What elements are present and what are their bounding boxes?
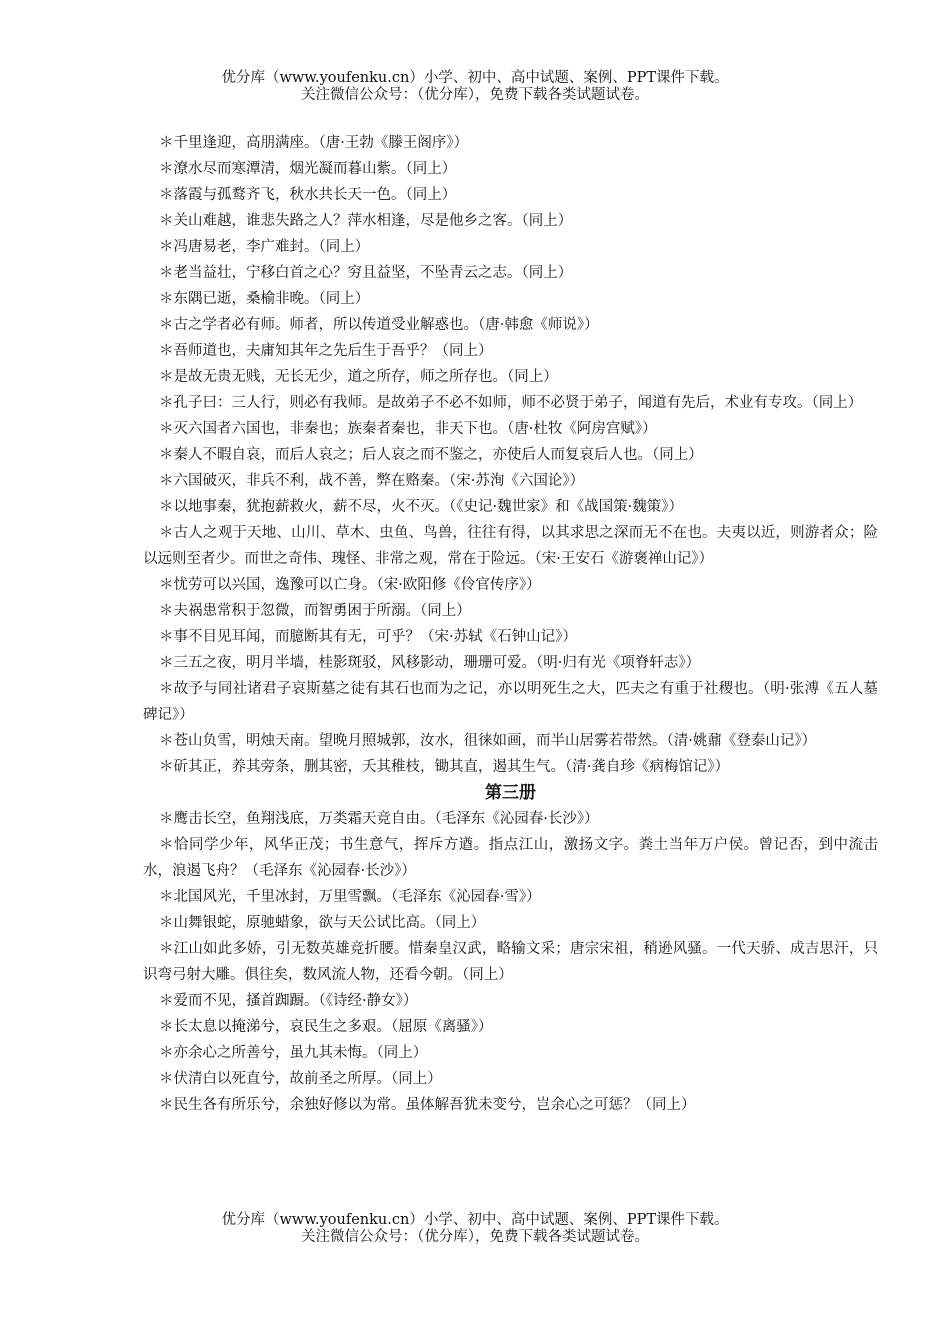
header-line-2: 关注微信公众号：（优分库），免费下载各类试题试卷。 — [301, 87, 649, 103]
quote-entry: ＊长太息以掩涕兮，哀民生之多艰。（屈原《离骚》） — [159, 1019, 493, 1035]
document-body — [143, 130, 878, 1118]
quote-entry: ＊潦水尽而寒潭清，烟光凝而暮山紫。（同上） — [159, 161, 457, 177]
quote-entry: ＊老当益壮，宁移白首之心？穷且益坚，不坠青云之志。（同上） — [159, 265, 573, 281]
section-title: 第三册 — [485, 783, 536, 803]
quote-entry: ＊冯唐易老，李广难封。（同上） — [159, 239, 370, 255]
quote-entry: ＊灭六国者六国也，非秦也；族秦者秦也，非天下也。（唐·杜牧《阿房宫赋》） — [159, 421, 657, 437]
quote-entry: ＊千里逢迎，高朋满座。（唐·王勃《滕王阁序》） — [159, 135, 469, 151]
quote-entry: ＊落霞与孤鹜齐飞，秋水共长天一色。（同上） — [159, 187, 457, 203]
quote-entry: ＊古之学者必有师。师者，所以传道受业解惑也。（唐·韩愈《师说》） — [159, 317, 599, 333]
page-footer — [0, 1212, 950, 1246]
quote-entry: ＊以地事秦，犹抱薪救火，薪不尽，火不灭。（《史记·魏世家》和《战国策·魏策》） — [159, 499, 683, 515]
quote-entry: ＊伏清白以死直兮，故前圣之所厚。（同上） — [159, 1071, 442, 1087]
quote-entry: ＊三五之夜，明月半墙，桂影斑驳，风移影动，珊珊可爱。（明·归有光《项脊轩志》） — [159, 655, 701, 671]
quote-entry: ＊事不目见耳闻，而臆断其有无，可乎？（宋·苏轼《石钟山记》） — [159, 629, 577, 645]
quote-entry: ＊山舞银蛇，原驰蜡象，欲与天公试比高。（同上） — [159, 915, 486, 931]
quote-list-part1 — [143, 130, 878, 780]
quote-entry: ＊恰同学少年，风华正茂；书生意气，挥斥方遒。指点江山，激扬文字。粪土当年万户侯。曾记否，到中流击水，浪遏飞舟？（毛泽东《沁园春·长沙》） — [143, 837, 878, 879]
quote-entry: ＊是故无贵无贱，无长无少，道之所存，师之所存也。（同上） — [159, 369, 558, 385]
header-line-1: 优分库（www.youfenku.cn）小学、初中、高中试题、案例、PPT课件下载。 — [221, 70, 729, 86]
quote-entry: ＊亦余心之所善兮，虽九其未悔。（同上） — [159, 1045, 428, 1061]
quote-entry: ＊东隅已逝，桑榆非晚。（同上） — [159, 291, 370, 307]
quote-entry: ＊北国风光，千里冰封，万里雪飘。（毛泽东《沁园春·雪》） — [159, 889, 541, 905]
quote-entry: ＊民生各有所乐兮，余独好修以为常。虽体解吾犹未变兮，岂余心之可惩？（同上） — [159, 1097, 696, 1113]
quote-entry: ＊秦人不暇自哀，而后人哀之；后人哀之而不鉴之，亦使后人而复哀后人也。（同上） — [159, 447, 703, 463]
quote-entry: ＊故予与同社诸君子哀斯墓之徒有其石也而为之记，亦以明死生之大，匹夫之有重于社稷也。（明·张溥《五人墓碑记》） — [143, 681, 878, 723]
quote-entry: ＊忧劳可以兴国，逸豫可以亡身。（宋·欧阳修《伶官传序》） — [159, 577, 541, 593]
quote-entry: ＊江山如此多娇，引无数英雄竞折腰。惜秦皇汉武，略输文采；唐宗宋祖，稍逊风骚。一代天骄、成吉思汗，只识弯弓射大雕。俱往矣，数风流人物，还看今朝。（同上） — [143, 941, 878, 983]
page-header — [0, 70, 950, 104]
quote-entry: ＊苍山负雪，明烛天南。望晚月照城郭，汝水，徂徕如画，而半山居雾若带然。（清·姚鼐《登泰山记》） — [159, 733, 817, 749]
quote-entry: ＊孔子曰：三人行，则必有我师。是故弟子不必不如师，师不必贤于弟子，闻道有先后，术业有专攻。（同上） — [159, 395, 863, 411]
quote-entry: ＊吾师道也，夫庸知其年之先后生于吾乎？（同上） — [159, 343, 493, 359]
quote-entry: ＊关山难越，谁悲失路之人？萍水相逢，尽是他乡之客。（同上） — [159, 213, 573, 229]
footer-line-2: 关注微信公众号：（优分库），免费下载各类试题试卷。 — [301, 1229, 649, 1245]
quote-list-part2 — [143, 806, 878, 1118]
quote-entry: ＊鹰击长空，鱼翔浅底，万类霜天竞自由。（毛泽东《沁园春·长沙》） — [159, 811, 599, 827]
quote-entry: ＊夫祸患常积于忽微，而智勇困于所溺。（同上） — [159, 603, 471, 619]
quote-entry: ＊斫其正，养其旁条，删其密，夭其稚枝，锄其直，遏其生气。（清·龚自珍《病梅馆记》） — [159, 759, 730, 775]
quote-entry: ＊古人之观于天地、山川、草木、虫鱼、鸟兽，往往有得，以其求思之深而无不在也。夫夷以近，则游者众；险以远则至者少。而世之奇伟、瑰怪、非常之观，常在于险远。（宋·王安石《游褒禅山记》） — [143, 525, 878, 567]
footer-line-1: 优分库（www.youfenku.cn）小学、初中、高中试题、案例、PPT课件下载。 — [221, 1212, 729, 1228]
quote-entry: ＊六国破灭，非兵不利，战不善，弊在赂秦。（宋·苏洵《六国论》） — [159, 473, 585, 489]
quote-entry: ＊爱而不见，搔首踟蹰。（《诗经·静女》） — [159, 993, 418, 1009]
